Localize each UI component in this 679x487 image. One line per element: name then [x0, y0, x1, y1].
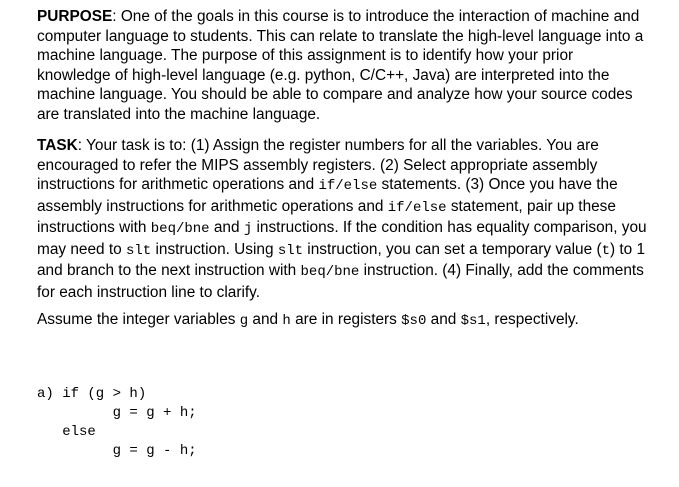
task-text: and: [209, 219, 244, 236]
code-line: else: [37, 424, 96, 440]
code-t: t: [601, 242, 610, 259]
assume-text: and: [426, 311, 461, 328]
task-text: ) to 1 and branch to the next instruction with: [37, 240, 646, 279]
code-line: g = g + h;: [37, 405, 197, 421]
assume-text: and: [248, 311, 283, 328]
purpose-label: PURPOSE: [37, 8, 113, 25]
task-text: : Your task is to: (1) Assign the register numbers for all the variables. You are encouraged to refer the MIPS assembly registers. (2) Select appropriate assembly instructions for arithmetic operations and: [37, 137, 599, 193]
code-h: h: [282, 313, 291, 329]
purpose-text: : One of the goals in this course is to introduce the interaction of machine and computer language to students. This can relate to translate the high-level language into a machine language. The purpose of this assignment is to identify how your prior knowledge of high-level language (e.g. python, C/C++, Java) are interpreted into the machine language. You should be able to compare and analyze how your source codes are translated into the machine language.: [37, 8, 644, 123]
purpose-paragraph: [37, 7, 649, 124]
code-s1: $s1: [460, 313, 486, 329]
task-text: instruction. (4) Finally, add the comments for each instruction line to clarify.: [37, 262, 644, 301]
code-s0: $s0: [401, 313, 427, 329]
task-paragraph: [37, 136, 649, 302]
code-j: j: [243, 221, 253, 237]
code-beq-bne: beq/bne: [300, 264, 360, 280]
code-snippet: [37, 385, 197, 461]
code-line: g = g - h;: [37, 443, 197, 459]
assume-text: are in registers: [290, 311, 402, 328]
task-text: instructions. If the condition has equality comparison, you may need to: [37, 219, 647, 258]
task-label: TASK: [37, 137, 78, 154]
code-if-else: if/else: [318, 178, 378, 194]
task-text: statements. (3) Once you have the assembly instructions for arithmetic operations and: [37, 176, 618, 215]
code-beq-bne: beq/bne: [150, 221, 210, 237]
task-text: instruction, you can set a temporary value (: [303, 240, 602, 258]
assume-text: , respectively.: [485, 311, 579, 328]
assume-text: Assume the integer variables: [37, 311, 240, 328]
code-if-else: if/else: [387, 199, 447, 216]
code-slt: slt: [125, 242, 152, 259]
code-g: g: [239, 313, 249, 329]
code-line: a) if (g > h): [37, 386, 147, 402]
code-slt: slt: [277, 242, 304, 259]
task-text: instruction. Using: [151, 240, 278, 258]
task-text: statement, pair up these instructions with: [37, 197, 616, 236]
assume-paragraph: [37, 310, 649, 332]
